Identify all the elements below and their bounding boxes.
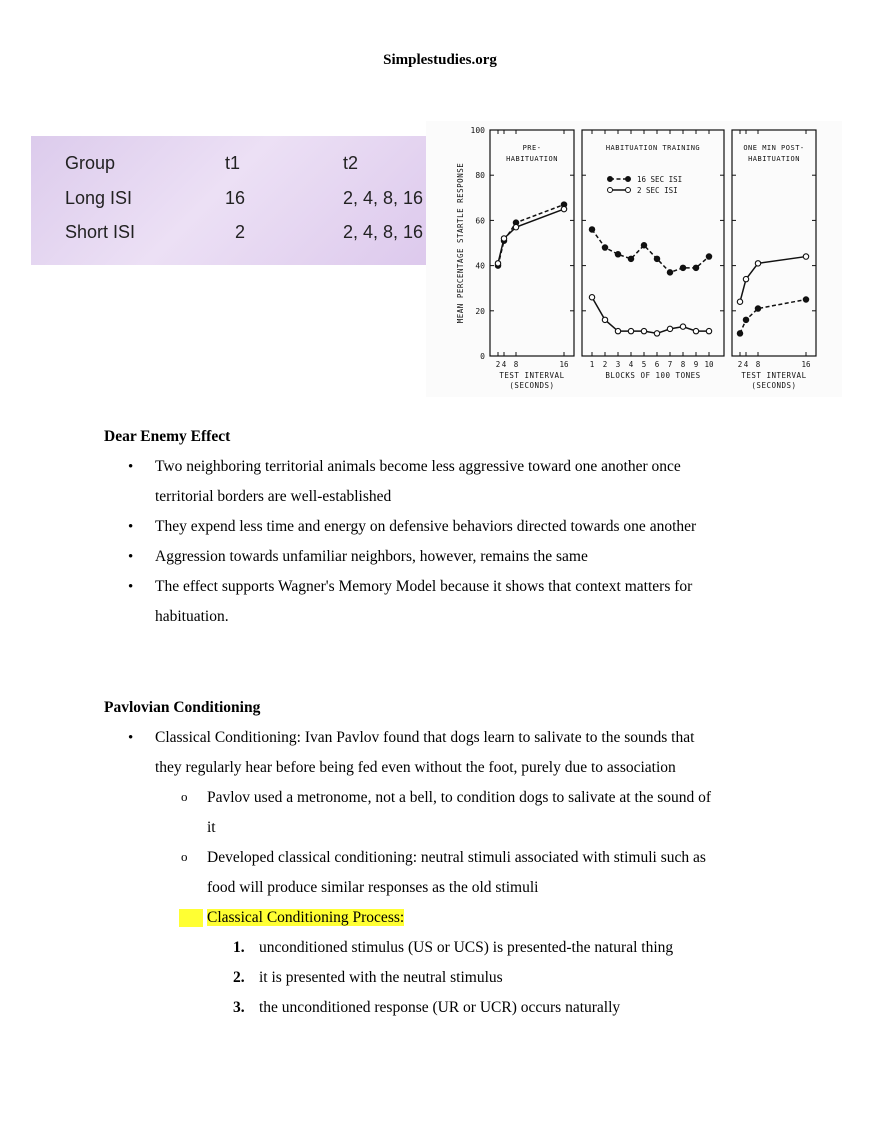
data-point bbox=[641, 328, 646, 333]
data-point bbox=[654, 331, 659, 336]
pavlovian-heading: Pavlovian Conditioning bbox=[104, 699, 261, 716]
data-point bbox=[706, 328, 711, 333]
sub-list-item bbox=[104, 843, 784, 903]
table-header-t2: t2 bbox=[343, 153, 359, 173]
data-point bbox=[737, 299, 742, 304]
series-line bbox=[498, 209, 564, 263]
step-text: the unconditioned response (UR or UCR) occurs naturally bbox=[259, 999, 621, 1016]
highlight-marker bbox=[179, 909, 203, 927]
data-point bbox=[680, 324, 685, 329]
data-point bbox=[654, 256, 659, 261]
data-point bbox=[589, 295, 594, 300]
y-axis-label: MEAN PERCENTAGE STARTLE RESPONSE bbox=[456, 162, 465, 324]
table-cell: 2 bbox=[235, 222, 246, 242]
legend-marker bbox=[626, 177, 631, 182]
series-line bbox=[740, 300, 806, 334]
data-point bbox=[667, 326, 672, 331]
x-tick-label: 10 bbox=[704, 360, 714, 369]
legend-label: 16 SEC ISI bbox=[637, 175, 683, 184]
panel-title: HABITUATION TRAINING bbox=[605, 144, 701, 152]
x-tick-label: 6 bbox=[654, 360, 660, 369]
list-item bbox=[104, 512, 784, 542]
sub-list-item-highlighted bbox=[104, 903, 784, 933]
x-tick-label: 4 bbox=[628, 360, 634, 369]
dear-enemy-heading: Dear Enemy Effect bbox=[104, 428, 231, 445]
data-point bbox=[693, 328, 698, 333]
data-point bbox=[501, 236, 506, 241]
list-item bbox=[104, 723, 784, 783]
x-tick-label: 8 bbox=[755, 360, 761, 369]
panel-title: PRE- bbox=[522, 144, 542, 152]
data-point bbox=[803, 297, 808, 302]
data-point bbox=[755, 306, 760, 311]
data-point bbox=[589, 227, 594, 232]
list-item-text: Pavlov used a metronome, not a bell, to condition dogs to salivate at the sound of bbox=[207, 789, 712, 806]
list-item-text: The effect supports Wagner's Memory Model because it shows that context matters for bbox=[155, 578, 693, 595]
data-point bbox=[628, 328, 633, 333]
panel-title: ONE MIN POST- bbox=[743, 144, 805, 152]
series-line bbox=[592, 229, 709, 272]
x-tick-label: 3 bbox=[615, 360, 621, 369]
x-tick-label: 8 bbox=[680, 360, 686, 369]
list-item-text: they regularly hear before being fed even without the foot, purely due to association bbox=[155, 759, 676, 776]
list-item bbox=[104, 542, 784, 572]
site-header: Simplestudies.org bbox=[383, 52, 497, 68]
x-tick-label: 2 bbox=[602, 360, 608, 369]
table-cell: 16 bbox=[225, 188, 246, 208]
list-item-text: Developed classical conditioning: neutral stimuli associated with stimuli such as bbox=[207, 849, 706, 866]
x-axis-label: TEST INTERVAL bbox=[741, 371, 807, 380]
panel-title: HABITUATION bbox=[748, 155, 800, 163]
data-point bbox=[737, 331, 742, 336]
x-tick-label: 9 bbox=[693, 360, 699, 369]
legend-label: 2 SEC ISI bbox=[637, 186, 678, 195]
list-item-text: food will produce similar responses as the old stimuli bbox=[207, 879, 539, 896]
list-item-text: Aggression towards unfamiliar neighbors, however, remains the same bbox=[155, 548, 588, 565]
x-tick-label: 2 bbox=[737, 360, 743, 369]
data-point bbox=[561, 206, 566, 211]
list-item bbox=[104, 572, 784, 632]
series-line bbox=[740, 257, 806, 302]
table-cell: Long ISI bbox=[65, 188, 133, 208]
y-tick-label: 80 bbox=[475, 171, 485, 181]
table-cell: 2, 4, 8, 16 bbox=[343, 188, 424, 208]
data-point bbox=[743, 276, 748, 281]
list-item-text: Classical Conditioning Process: bbox=[207, 909, 405, 926]
data-point bbox=[641, 243, 646, 248]
x-tick-label: 5 bbox=[641, 360, 647, 369]
data-point bbox=[495, 261, 500, 266]
data-point bbox=[755, 261, 760, 266]
list-item-text: Two neighboring territorial animals become less aggressive toward one another once bbox=[155, 458, 681, 475]
startle-chart bbox=[426, 121, 842, 397]
legend-marker bbox=[608, 188, 613, 193]
y-tick-label: 40 bbox=[475, 261, 485, 271]
step-number: 2. bbox=[233, 969, 245, 986]
step-item bbox=[104, 963, 784, 993]
data-point bbox=[706, 254, 711, 259]
data-point bbox=[513, 224, 518, 229]
x-tick-label: 2 bbox=[495, 360, 501, 369]
main-content bbox=[104, 422, 784, 1023]
step-text: it is presented with the neutral stimulus bbox=[259, 969, 503, 986]
y-tick-label: 0 bbox=[480, 352, 485, 361]
data-point bbox=[615, 328, 620, 333]
pavlovian-list bbox=[104, 723, 784, 933]
data-point bbox=[615, 252, 620, 257]
x-tick-label: 8 bbox=[513, 360, 519, 369]
data-point bbox=[803, 254, 808, 259]
data-point bbox=[680, 265, 685, 270]
list-item-text: it bbox=[207, 819, 216, 836]
data-point bbox=[602, 317, 607, 322]
legend-marker bbox=[626, 188, 631, 193]
step-item bbox=[104, 933, 784, 963]
step-item bbox=[104, 993, 784, 1023]
x-tick-label: 1 bbox=[589, 360, 595, 369]
legend-marker bbox=[608, 177, 613, 182]
data-point bbox=[667, 270, 672, 275]
list-item-text: They expend less time and energy on defensive behaviors directed towards one another bbox=[155, 518, 697, 535]
x-axis-label: BLOCKS OF 100 TONES bbox=[605, 371, 701, 380]
series-line bbox=[592, 297, 709, 333]
table-cell: Short ISI bbox=[65, 222, 136, 242]
list-item-text: habituation. bbox=[155, 608, 229, 625]
x-tick-label: 4 bbox=[743, 360, 749, 369]
list-item bbox=[104, 452, 784, 512]
x-tick-label: 7 bbox=[667, 360, 673, 369]
x-axis-label: TEST INTERVAL bbox=[499, 371, 565, 380]
sub-list-item bbox=[104, 783, 784, 843]
step-number: 3. bbox=[233, 999, 245, 1016]
data-point bbox=[628, 256, 633, 261]
x-tick-label: 16 bbox=[559, 360, 569, 369]
y-tick-label: 60 bbox=[475, 216, 485, 226]
dear-enemy-list bbox=[104, 452, 784, 632]
table-cell: 2, 4, 8, 16 bbox=[343, 222, 424, 242]
x-tick-label: 16 bbox=[801, 360, 811, 369]
x-tick-label: 4 bbox=[501, 360, 507, 369]
step-text: unconditioned stimulus (US or UCS) is presented-the natural thing bbox=[259, 939, 674, 956]
process-steps bbox=[104, 933, 784, 1023]
data-point bbox=[743, 317, 748, 322]
table-header-t1: t1 bbox=[225, 153, 241, 173]
data-point bbox=[693, 265, 698, 270]
table-header-group: Group bbox=[65, 153, 116, 173]
list-item-text: territorial borders are well-established bbox=[155, 488, 392, 505]
list-item-text: Classical Conditioning: Ivan Pavlov found that dogs learn to salivate to the sounds that bbox=[155, 729, 695, 746]
x-axis-label: (SECONDS) bbox=[751, 381, 797, 390]
isi-table bbox=[31, 136, 439, 265]
y-tick-label: 100 bbox=[470, 126, 485, 135]
step-number: 1. bbox=[233, 939, 245, 956]
data-point bbox=[602, 245, 607, 250]
x-axis-label: (SECONDS) bbox=[509, 381, 555, 390]
y-tick-label: 20 bbox=[475, 306, 485, 316]
panel-title: HABITUATION bbox=[506, 155, 558, 163]
